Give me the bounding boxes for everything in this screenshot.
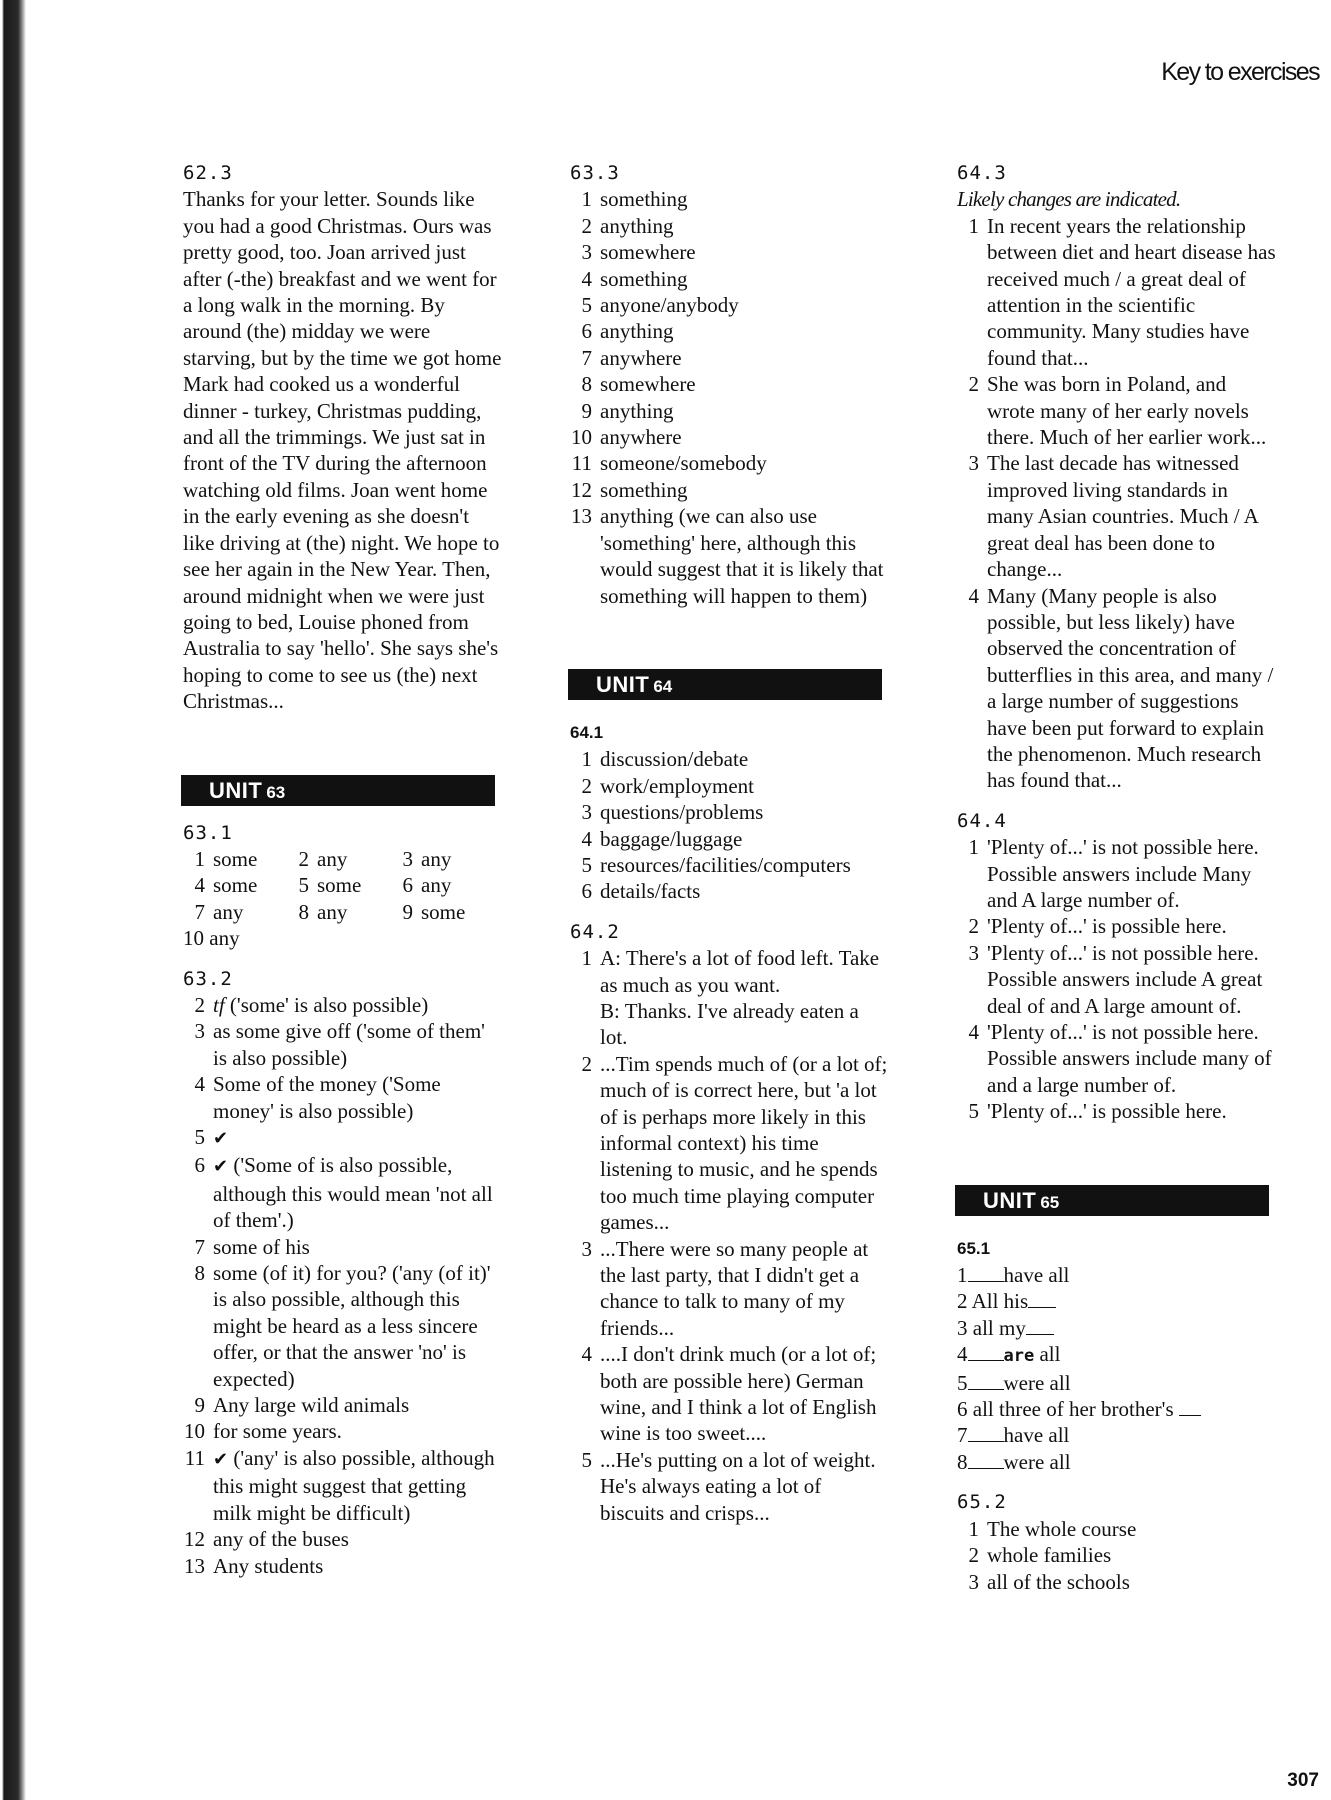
list-item: 11 ✔ ('any' is also possible, although this might suggest that getting milk might be difficult) xyxy=(184,1445,495,1525)
list-item: 5 'Plenty of...' is possible here. xyxy=(968,1099,1227,1124)
running-head: Key to exercises xyxy=(1161,58,1319,86)
answer-grid xyxy=(183,846,503,925)
list-item: 6 all three of her brother's xyxy=(957,1396,1277,1422)
page-number: 307 xyxy=(1287,1770,1319,1791)
list-item: 3 all my xyxy=(957,1315,1277,1341)
list-item: 1 have all xyxy=(957,1263,1070,1288)
list-item: 4 'Plenty of...' is not possible here. Possible answers include many of and a large number of. xyxy=(968,1020,1272,1097)
exercise-number: 62.3 xyxy=(183,162,233,184)
list-item: 10 any xyxy=(183,926,240,951)
check-icon: ✔ xyxy=(213,1156,229,1178)
list-item: 4 are all xyxy=(957,1342,1061,1367)
list-item: 1 something xyxy=(581,187,688,212)
list-item: 2 'Plenty of...' is possible here. xyxy=(968,914,1227,939)
exercise-text: Thanks for your letter. Sounds like you had a good Christmas. Ours was pretty good, too. Joan arrived just after (-the) breakfast and we went for a long walk in the morning. By around (the) midday we were starving, but by the time we got home Mark had cooked us a wonderful dinner - turkey, Christmas pudding, and all the trimmings. We just sat in front of the TV during the afternoon watching old films. Joan went home in the early evening as she doesn't like driving at (the) night. We hope to see her again in the New Year. Then, around midnight when we were just going to bed, Louise phoned from Australia to say 'hello'. She says she's hoping to come to see us (the) next Christmas... xyxy=(183,187,502,714)
list-item: 1 discussion/debate xyxy=(581,747,749,772)
list-item: 2 whole families xyxy=(968,1543,1112,1568)
list-item: 2 any xyxy=(298,846,348,871)
list-item: 4 something xyxy=(581,266,688,291)
list-item: 8 some (of it) for you? ('any (of it)' is also possible, although this might be heard as a less sincere offer, or that the answer 'no' is expected) xyxy=(194,1261,491,1391)
list-item: 2 anything xyxy=(581,213,674,238)
list-item: 4 Some of the money ('Some money' is also possible) xyxy=(194,1072,441,1123)
list-item: 6 details/facts xyxy=(581,879,701,904)
list-item: 1 A: There's a lot of food left. Take as much as you want. B: Thanks. I've already eaten a lot. xyxy=(581,946,880,1050)
list-item: 3 The last decade has witnessed improved living standards in many Asian countries. Much / A great deal has been done to change... xyxy=(968,451,1258,582)
list-item: 5 anyone/anybody xyxy=(581,293,739,318)
list-item: 8 were all xyxy=(957,1449,1071,1474)
list-item: 2 ...Tim spends much of (or a lot of; much of is correct here, but 'a lot of is perhaps more likely in this informal context) his time listening to music, and he spends too much time playing computer games... xyxy=(581,1051,888,1235)
column-1 xyxy=(183,160,503,1579)
list-item: 2 tf ('some' is also possible) xyxy=(194,992,429,1017)
list-item: 13 Any students xyxy=(184,1553,324,1578)
list-item: 6 anything xyxy=(581,319,674,344)
list-item: 7 some of his xyxy=(194,1234,310,1259)
list-item: 10 for some years. xyxy=(184,1419,342,1444)
list-item: 6 any xyxy=(402,873,452,898)
list-item: 3 any xyxy=(402,846,452,871)
unit-heading: UNIT 65 xyxy=(955,1185,1269,1216)
list-item: 11 someone/somebody xyxy=(571,451,767,476)
list-item: 5 resources/facilities/computers xyxy=(581,852,851,877)
list-item: 1 The whole course xyxy=(968,1516,1137,1541)
exercise-number: 63.1 xyxy=(183,821,233,844)
check-icon: ✔ xyxy=(213,1128,229,1149)
exercise-number: 64.1 xyxy=(570,722,604,742)
list-item: 8 somewhere xyxy=(581,372,696,397)
list-item: 3 as some give off ('some of them' is also possible) xyxy=(194,1019,485,1070)
list-item: 4 Many (Many people is also possible, but less likely) have observed the concentration of butterflies in this area, and many / a large number of suggestions have been put forward to explain the phenomenon. Much research has found that... xyxy=(968,583,1274,793)
check-icon: ✔ xyxy=(213,1448,229,1470)
list-item: 12 any of the buses xyxy=(184,1527,349,1552)
list-item: 4 baggage/luggage xyxy=(581,826,743,851)
list-item: 5 some xyxy=(298,873,362,898)
list-item: 13 anything (we can also use 'something' here, although this would suggest that it is likely that something will happen to them) xyxy=(571,504,884,608)
list-item: 6 ✔ ('Some of is also possible, although this would mean 'not all of them'.) xyxy=(194,1153,493,1233)
list-item: 2 work/employment xyxy=(581,773,754,798)
list-item: 3 'Plenty of...' is not possible here. Possible answers include A great deal of and A large amount of. xyxy=(968,940,1263,1018)
list-item: 9 anything xyxy=(581,398,674,423)
list-item: 5 ...He's putting on a lot of weight. He's always eating a lot of biscuits and crisps... xyxy=(581,1447,876,1525)
list-item: 1 In recent years the relationship between diet and heart disease has received much / a great deal of attention in the scientific community. Many studies have found that... xyxy=(968,213,1276,370)
list-item: 3 somewhere xyxy=(581,240,696,265)
exercise-number: 65.1 xyxy=(957,1238,991,1258)
exercise-number: 63.3 xyxy=(570,162,620,184)
list-item: 9 Any large wild animals xyxy=(194,1393,410,1418)
exercise-number: 64.2 xyxy=(570,920,620,943)
list-item: 9 some xyxy=(402,899,466,924)
list-item: 4 some xyxy=(194,873,258,898)
exercise-number: 64.4 xyxy=(957,809,1007,832)
exercise-note: Likely changes are indicated. xyxy=(957,187,1181,212)
list-item: 3 all of the schools xyxy=(968,1569,1130,1594)
list-item: 3 ...There were so many people at the last party, that I didn't get a chance to talk to many of my friends... xyxy=(581,1236,869,1340)
list-item: 7 any xyxy=(194,899,244,924)
column-2 xyxy=(570,160,890,1526)
book-spine-shadow xyxy=(0,0,26,1800)
exercise-number: 64.3 xyxy=(957,162,1007,184)
list-item: 5 ✔ xyxy=(194,1125,229,1149)
list-item: 4 ....I don't drink much (or a lot of; both are possible here) German wine, and I think a lot of English wine is too sweet.... xyxy=(581,1342,877,1446)
list-item: 3 questions/problems xyxy=(581,800,764,825)
list-item: 7 have all xyxy=(957,1423,1070,1448)
list-item: 7 anywhere xyxy=(581,345,682,370)
list-item: 1 some xyxy=(194,846,258,871)
list-item: 8 any xyxy=(298,899,348,924)
list-item: 2 She was born in Poland, and wrote many of her early novels there. Much of her earlier work... xyxy=(968,372,1267,450)
unit-heading: UNIT 64 xyxy=(568,669,882,700)
exercise-number: 65.2 xyxy=(957,1491,1007,1514)
exercise-number: 63.2 xyxy=(183,967,233,990)
list-item: 2 All his xyxy=(957,1288,1277,1314)
unit-heading: UNIT 63 xyxy=(181,775,495,806)
list-item: 1 'Plenty of...' is not possible here. Possible answers include Many and A large number of. xyxy=(968,835,1259,912)
column-3 xyxy=(957,160,1277,1595)
list-item: 12 something xyxy=(571,477,688,502)
list-item: 10 anywhere xyxy=(571,425,682,450)
list-item: 5 were all xyxy=(957,1370,1071,1395)
